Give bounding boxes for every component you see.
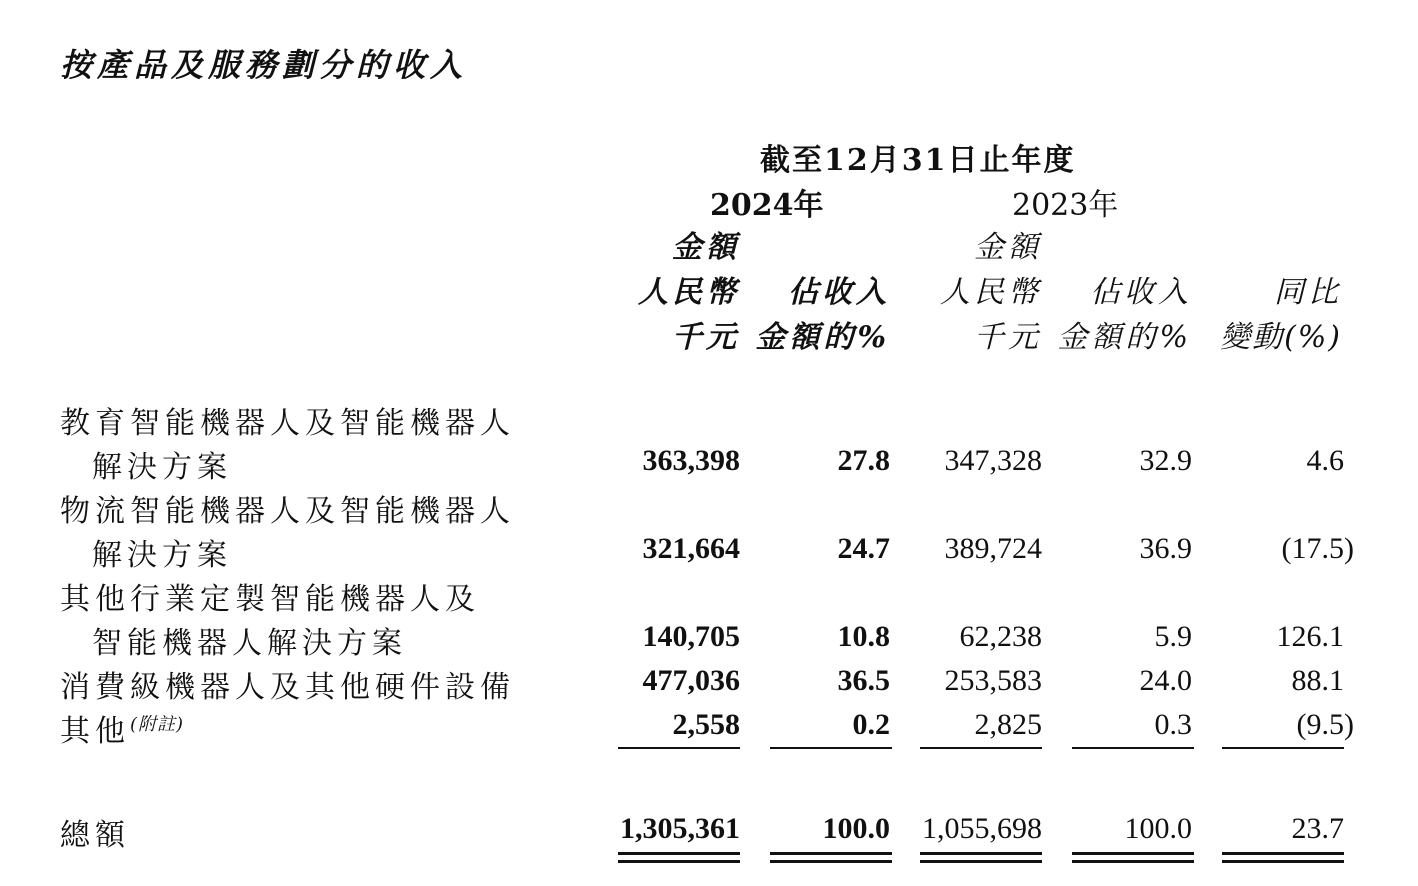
cell-2023-amount: 389,724 bbox=[944, 532, 1042, 565]
row-label-line1: 物流智能機器人及智能機器人 bbox=[60, 494, 515, 529]
cell-2024-share: 24.7 bbox=[837, 532, 890, 565]
subtotal-rule bbox=[618, 747, 740, 749]
total-double-rule-bottom bbox=[1072, 860, 1194, 863]
cell-2023-amount: 347,328 bbox=[944, 444, 1042, 477]
year-2023-header: 2023年 bbox=[1012, 188, 1119, 223]
section-title: 按產品及服務劃分的收入 bbox=[60, 46, 468, 84]
header-2023-share-line2: 金額的% bbox=[1057, 320, 1192, 355]
cell-2024-amount: 140,705 bbox=[642, 620, 740, 653]
total-double-rule-top bbox=[1222, 852, 1344, 855]
row-label-line2: 解決方案 bbox=[92, 538, 232, 573]
cell-2024-share: 0.2 bbox=[852, 708, 890, 741]
total-double-rule-bottom bbox=[1222, 860, 1344, 863]
cell-2024-share: 36.5 bbox=[837, 664, 890, 697]
cell-2023-amount: 62,238 bbox=[959, 620, 1042, 653]
cell-yoy: (17.5) bbox=[1281, 532, 1354, 565]
cell-2024-share: 10.8 bbox=[837, 620, 890, 653]
cell-2023-amount: 2,825 bbox=[974, 708, 1042, 741]
header-yoy-line2: 變動(%) bbox=[1220, 320, 1342, 355]
cell-2024-amount: 363,398 bbox=[642, 444, 740, 477]
cell-yoy: (9.5) bbox=[1296, 708, 1354, 741]
row-label-line1: 其他行業定製智能機器人及 bbox=[60, 582, 480, 617]
footnote-marker: (附註) bbox=[130, 714, 185, 735]
header-2024-amount-line2: 人民幣 bbox=[638, 275, 740, 310]
header-yoy-line1: 同比 bbox=[1274, 275, 1342, 310]
total-double-rule-top bbox=[920, 852, 1042, 855]
row-label-line1: 教育智能機器人及智能機器人 bbox=[60, 406, 515, 441]
total-yoy: 23.7 bbox=[1291, 812, 1344, 845]
total-double-rule-top bbox=[770, 852, 892, 855]
cell-2023-share: 36.9 bbox=[1139, 532, 1192, 565]
cell-yoy: 4.6 bbox=[1306, 444, 1344, 477]
header-2023-share-line1: 佔收入 bbox=[1090, 275, 1192, 310]
cell-2023-share: 24.0 bbox=[1139, 664, 1192, 697]
header-2023-amount-line3: 千元 bbox=[974, 320, 1042, 355]
cell-2024-share: 27.8 bbox=[837, 444, 890, 477]
cell-2023-amount: 253,583 bbox=[944, 664, 1042, 697]
header-2023-amount-line1: 金額 bbox=[974, 230, 1042, 265]
cell-yoy: 126.1 bbox=[1276, 620, 1344, 653]
cell-2024-amount: 2,558 bbox=[672, 708, 740, 741]
total-2023-amount: 1,055,698 bbox=[922, 812, 1042, 845]
cell-2023-share: 5.9 bbox=[1154, 620, 1192, 653]
row-label-line1: 消費級機器人及其他硬件設備 bbox=[60, 670, 515, 705]
header-2024-share-line2: 金額的% bbox=[755, 320, 890, 355]
row-label-line2: 智能機器人解決方案 bbox=[92, 626, 407, 661]
header-2024-share-line1: 佔收入 bbox=[788, 275, 890, 310]
subtotal-rule bbox=[920, 747, 1042, 749]
subtotal-rule bbox=[1072, 747, 1194, 749]
cell-2023-share: 0.3 bbox=[1154, 708, 1192, 741]
year-2024-header: 2024年 bbox=[710, 188, 824, 223]
total-2024-amount: 1,305,361 bbox=[620, 812, 740, 845]
row-label-text: 其他 bbox=[60, 714, 130, 749]
total-2023-share: 100.0 bbox=[1124, 812, 1192, 845]
total-double-rule-top bbox=[618, 852, 740, 855]
total-label: 總額 bbox=[60, 818, 130, 853]
total-2024-share: 100.0 bbox=[822, 812, 890, 845]
total-double-rule-bottom bbox=[618, 860, 740, 863]
cell-2023-share: 32.9 bbox=[1139, 444, 1192, 477]
cell-2024-amount: 477,036 bbox=[642, 664, 740, 697]
header-2024-amount-line3: 千元 bbox=[672, 320, 740, 355]
cell-yoy: 88.1 bbox=[1291, 664, 1344, 697]
total-double-rule-bottom bbox=[920, 860, 1042, 863]
row-label-line2: 解決方案 bbox=[92, 450, 232, 485]
cell-2024-amount: 321,664 bbox=[642, 532, 740, 565]
total-double-rule-top bbox=[1072, 852, 1194, 855]
header-2023-amount-line2: 人民幣 bbox=[940, 275, 1042, 310]
total-double-rule-bottom bbox=[770, 860, 892, 863]
header-2024-amount-line1: 金額 bbox=[672, 230, 740, 265]
subtotal-rule bbox=[770, 747, 892, 749]
period-header: 截至12月31日止年度 bbox=[760, 143, 1076, 178]
row-label-line1 bbox=[60, 706, 184, 750]
subtotal-rule bbox=[1222, 747, 1344, 749]
